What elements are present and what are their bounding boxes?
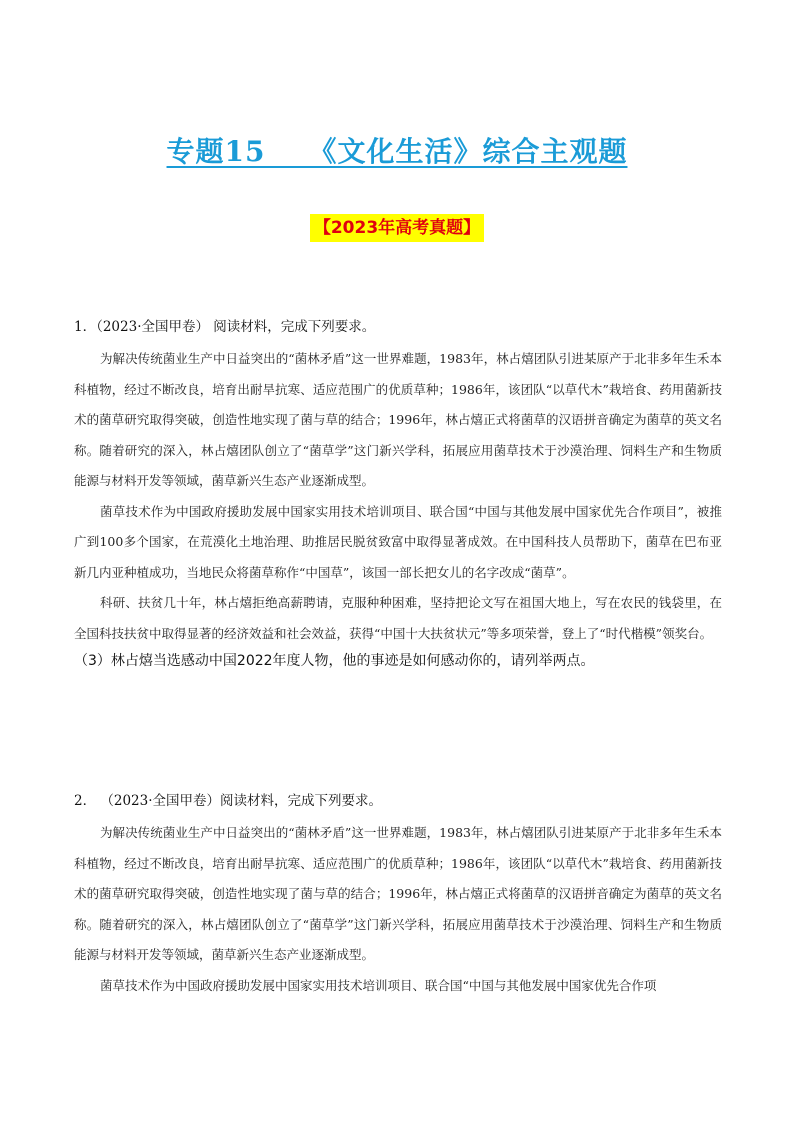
question-header: 1．（2023·全国甲卷） 阅读材料，完成下列要求。 [74,319,376,335]
material-paragraph: 为解决传统菌业生产中日益突出的“菌林矛盾”这一世界难题，1983年，林占熺团队引进某原产于北非多年生禾本科植物，经过不断改良，培育出耐旱抗寒、适应范围广的优质草种；1986年，该团队“以草代木”栽培食、药用菌新技术的菌草研究取得突破，创造性地实现了菌与草的结合；1996年，林占熺正式将菌草的汉语拼音确定为菌草的英文名称。随着研究的深入，林占熺团队创立了“菌草学”这门新兴学科，拓展应用菌草技术于沙漠治理、饲料生产和生物质能源与材料开发等领域，菌草新兴生态产业逐渐成型。 [74,351,722,488]
material-paragraph: 为解决传统菌业生产中日益突出的“菌林矛盾”这一世界难题，1983年，林占熺团队引进某原产于北非多年生禾本科植物，经过不断改良，培育出耐旱抗寒、适应范围广的优质草种；1986年，该团队“以草代木”栽培食、药用菌新技术的菌草研究取得突破，创造性地实现了菌与草的结合；1996年，林占熺正式将菌草的汉语拼音确定为菌草的英文名称。随着研究的深入，林占熺团队创立了“菌草学”这门新兴学科，拓展应用菌草技术于沙漠治理、饲料生产和生物质能源与材料开发等领域，菌草新兴生态产业逐渐成型。 [74,825,722,962]
material-paragraph: 菌草技术作为中国政府援助发展中国家实用技术培训项目、联合国“中国与其他发展中国家优先合作项 [100,977,657,993]
page-title: 专题15 《文化生活》综合主观题 [166,135,628,168]
section-heading: 【2023年高考真题】 [310,214,484,242]
material-paragraph: 菌草技术作为中国政府援助发展中国家实用技术培训项目、联合国“中国与其他发展中国家优先合作项目”，被推广到100多个国家，在荒漠化土地治理、助推居民脱贫致富中取得显著成效。在中国科技人员帮助下，菌草在巴布亚新几内亚种植成功，当地民众将菌草称作“中国草”，该国一部长把女儿的名字改成“菌草”。 [74,503,722,580]
question-2 [74,790,722,1001]
question-header: 2． （2023·全国甲卷）阅读材料，完成下列要求。 [74,793,383,809]
section-heading-banner [0,214,794,242]
question-1 [74,316,722,673]
material-paragraph: 科研、扶贫几十年，林占熺拒绝高薪聘请，克服种种困难，坚持把论文写在祖国大地上，写在农民的钱袋里，在全国科技扶贫中取得显著的经济效益和社会效益，获得“中国十大扶贫状元”等多项荣誉，登上了“时代楷模”领奖台。 [74,595,722,641]
sub-question: （3）林占熺当选感动中国2022年度人物，他的事迹是如何感动你的，请列举两点。 [74,653,595,669]
